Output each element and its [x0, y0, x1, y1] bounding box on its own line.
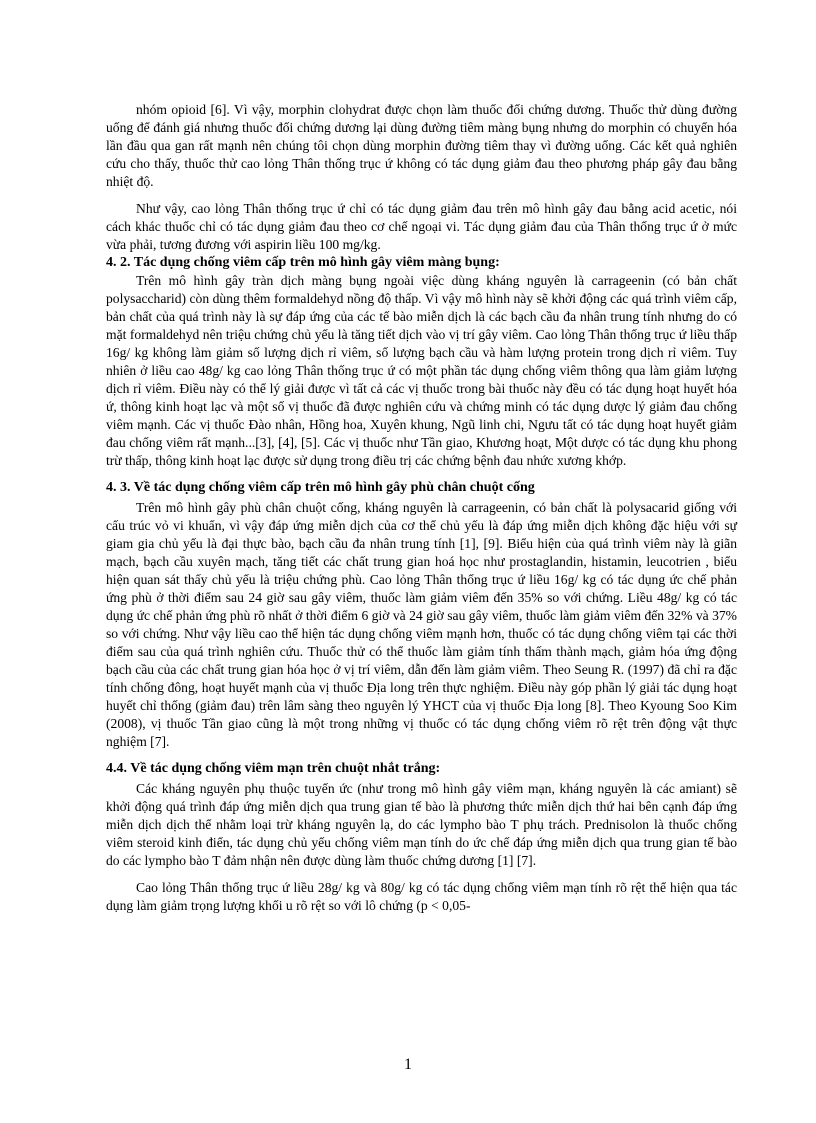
document-body: [106, 101, 737, 915]
paragraph-chronic-results: Cao lỏng Thân thống trục ứ liều 28g/ kg và 80g/ kg có tác dụng chống viêm mạn tính rõ rệt thể hiện qua tác dụng làm giảm trọng lượng khối u rõ rệt so với lô chứng (p < 0,05-: [106, 880, 737, 913]
paragraph-opioid-morphin: nhóm opioid [6]. Vì vậy, morphin clohydrat được chọn làm thuốc đối chứng dương. Thuốc thử dùng đường uống để đánh giá nhưng thuốc đối chứng dương lại dùng đường tiêm màng bụng nhưng do morphin có chuyển hóa lần đầu qua gan rất mạnh nên chúng tôi chọn dùng morphin đường tiêm thay vì đường uống. Các kết quả nghiên cứu cho thấy, thuốc thử cao lỏng Thân thống trục ứ không có tác dụng giảm đau theo phương pháp gây đau bằng nhiệt độ.: [106, 102, 737, 189]
page-number: 1: [404, 1056, 412, 1073]
paragraph-conclusion-analgesic: Như vậy, cao lỏng Thân thống trục ứ chỉ có tác dụng giảm đau trên mô hình gây đau bằng acid acetic, nói cách khác thuốc chỉ có tác dụng giảm đau theo cơ chế ngoại vi. Tác dụng giảm đau của Thân thống trục ứ ở mức vừa phải, tương đương với aspirin liều 100 mg/kg.: [106, 201, 737, 252]
paragraph-chronic-inflammation: Các kháng nguyên phụ thuộc tuyến ức (như trong mô hình gây viêm mạn, kháng nguyên là các amiant) sẽ khởi động quá trình đáp ứng miễn dịch qua trung gian tế bào là phương thức miễn dịch thứ hai bên cạnh đáp ứng miễn dịch dịch thể nhằm loại trừ kháng nguyên lạ, do các lympho bào T phụ trách. Prednisolon là thuốc chống viêm steroid kinh điển, tác dụng chủ yếu chống viêm mạn tính do ức chế đáp ứng miễn dịch qua trung gian tế bào do các lympho bào T đảm nhận nên được dùng làm thuốc chứng dương [1] [7].: [106, 781, 737, 868]
heading-section-4-2: 4. 2. Tác dụng chống viêm cấp trên mô hình gây viêm màng bụng:: [106, 255, 500, 270]
paragraph-paw-edema-model: Trên mô hình gây phù chân chuột cống, kháng nguyên là carrageenin, có bản chất là polysacarid giống với cấu trúc vỏ vi khuẩn, vì vậy đáp ứng miễn dịch của cơ thể chủ yếu là đáp ứng miễn dịch không đặc hiệu với sự giam gia chủ yếu là đại thực bào, bạch cầu đa nhân trung tính [1], [9]. Biểu hiện của quá trình viêm này là giãn mạch, bạch cầu xuyên mạch, tăng tiết các chất trung gian hoá học như prostaglandin, histamin, leucotrien , biểu hiện quan sát thấy chủ yếu là triệu chứng phù. Cao lỏng Thân thống trục ứ liều 16g/ kg có tác dụng ức chế phản ứng phù ở thời điểm sau 24 giờ sau gây viêm, thuốc làm giảm viêm đến 35% so với chứng. Liều 48g/ kg có tác dụng ức chế phản ứng phù rõ nhất ở thời điểm 6 giờ và 24 giờ sau gây viêm, thuốc làm giảm viêm đến 32% và 37% so với chứng. Như vậy liều cao thể hiện tác dụng chống viêm mạnh hơn, thuốc có tác dụng chống viêm tại các thời điểm sau của quá trình nghiên cứu. Thuốc thử có thể thuốc làm giảm tính thấm thành mạch, giảm hóa ứng động bạch cầu của các chất trung gian hóa học ở vị trí viêm, dẫn đến làm giảm viêm. Theo Seung R. (1997) đã chỉ ra đặc tính chống đông, hoạt huyết mạnh của vị thuốc Địa long trên thực nghiệm. Điều này góp phần lý giải tác dụng hoạt huyết chỉ thống (giảm đau) trên lâm sàng theo nguyên lý YHCT của vị thuốc Địa long [8]. Theo Kyoung Soo Kim (2008), vị thuốc Tần giao cũng là một trong những vị thuốc có tác dụng chống viêm rõ rệt trên động vật thực nghiệm [7].: [106, 500, 737, 749]
heading-section-4-4: 4.4. Về tác dụng chống viêm mạn trên chuột nhắt trắng:: [106, 761, 441, 776]
heading-section-4-3: 4. 3. Về tác dụng chống viêm cấp trên mô hình gây phù chân chuột cống: [106, 480, 535, 495]
paragraph-peritonitis-model: Trên mô hình gây tràn dịch màng bụng ngoài việc dùng kháng nguyên là carrageenin (có bản chất polysaccharid) còn dùng thêm formaldehyd nồng độ thấp. Vì vậy mô hình này sẽ khởi động các quá trình viêm cấp, bản chất của quá trình này là sự đáp ứng của các tế bào miễn dịch là các bạch cầu đa nhân trung tính nhưng do có mặt formaldehyd nên triệu chứng chủ yếu là tăng tiết dịch vào vị trí gây viêm. Cao lỏng Thân thống trục ứ liều thấp 16g/ kg không làm giảm số lượng dịch rỉ viêm, số lượng bạch cầu và hàm lượng protein trong dịch rỉ viêm. Tuy nhiên ở liều cao 48g/ kg cao lỏng Thân thống trục ứ có một phần tác dụng chống viêm thông qua làm giảm lượng dịch rỉ viêm. Điều này có thể lý giải được vì tất cả các vị thuốc trong bài thuốc này đều có tác dụng hoạt huyết hóa ứ, thông kinh hoạt lạc và một số vị thuốc đã được nghiên cứu và chứng minh có tác dụng dược lý giảm đau chống viêm mạnh. Các vị thuốc Đào nhân, Hồng hoa, Xuyên khung, Ngũ linh chi, Ngưu tất có tác dụng hoạt huyết giảm đau chống viêm rất mạnh...[3], [4], [5]. Các vị thuốc như Tần giao, Khương hoạt, Một dược có tác dụng khu phong trừ thấp, thông kinh hoạt lạc được sử dụng trong điều trị các chứng bệnh đau nhức xương khớp.: [106, 273, 737, 468]
